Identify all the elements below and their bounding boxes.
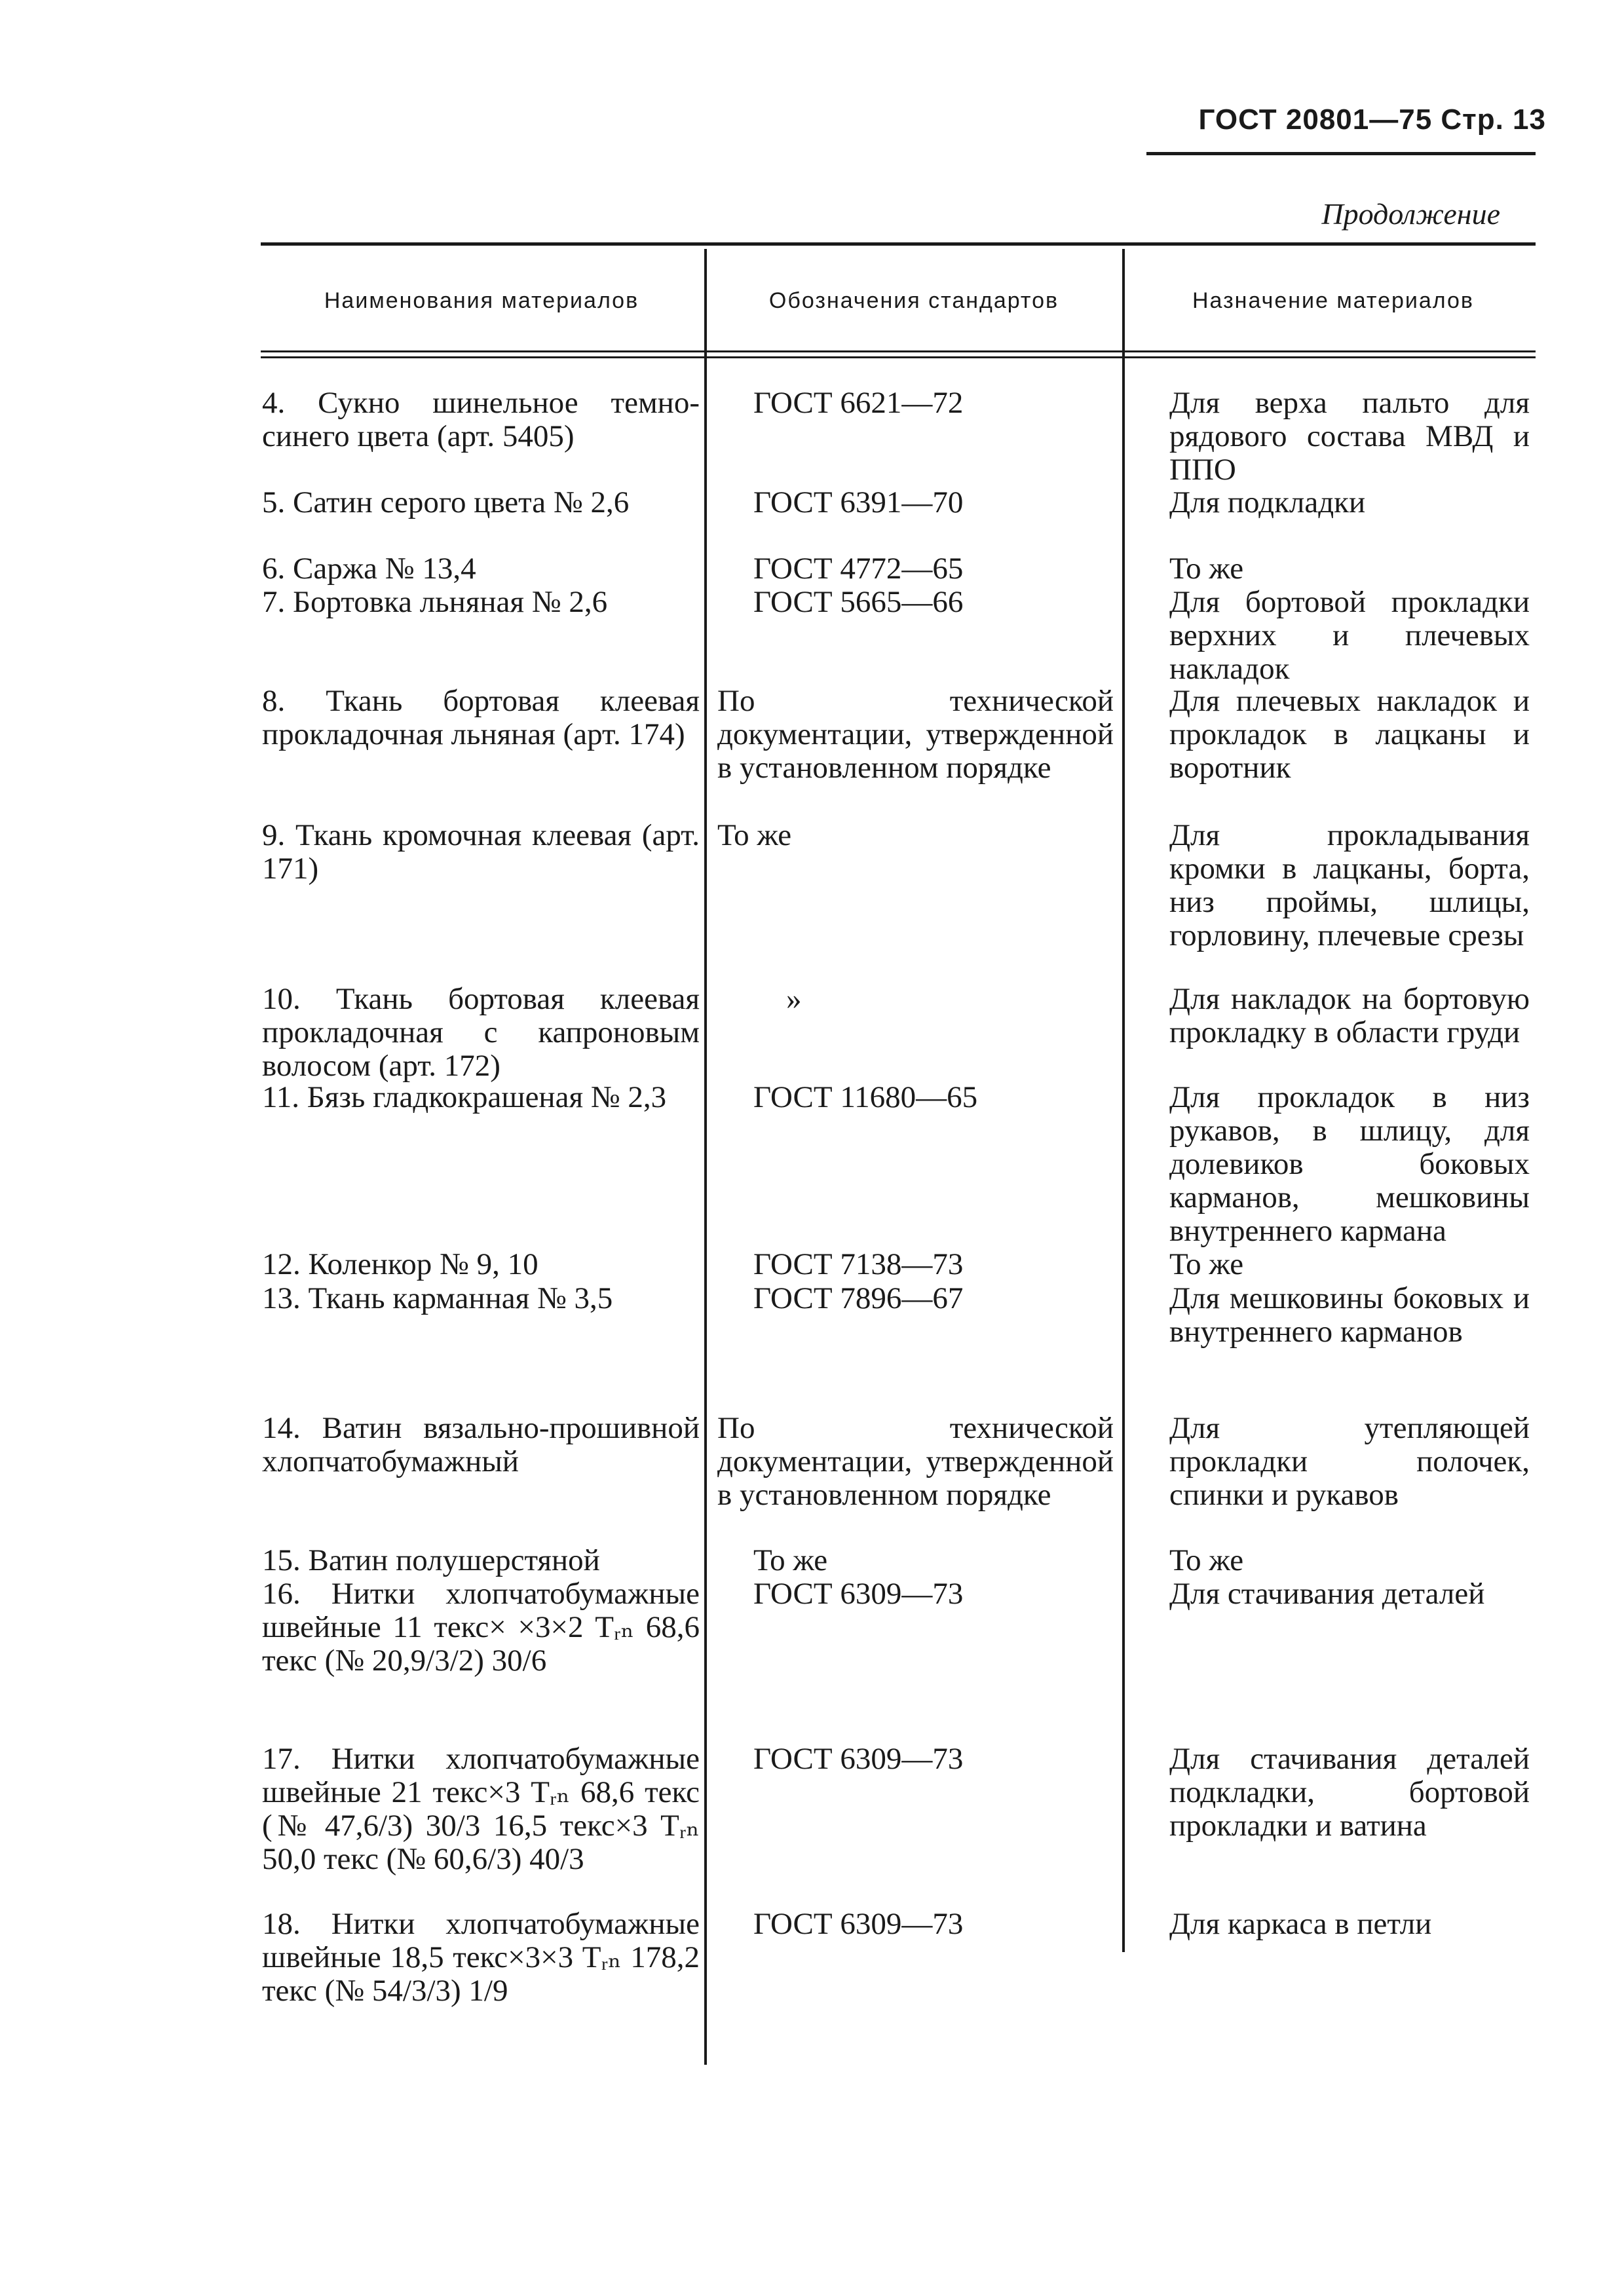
row-16-name: 16. Нитки хлопчатобумажные швейные 11 текс× ×3×2 Tᵣₙ 68,6 текс (№ 20,9/3/2) 30/6: [262, 1577, 700, 1678]
row-17-standard: ГОСТ 6309—73: [753, 1742, 964, 1776]
row-15-name: 15. Ватин полушерстяной: [262, 1543, 600, 1577]
row-4-purpose: Для верха пальто для рядового состава МВД и ППО: [1169, 386, 1530, 487]
row-18-name: 18. Нитки хлопчатобумажные швейные 18,5 текс×3×3 Tᵣₙ 178,2 текс (№ 54/3/3) 1/9: [262, 1907, 700, 2008]
row-4-name: 4. Сукно шинельное темно-синего цвета (арт. 5405): [262, 386, 700, 453]
table-top-rule: [261, 242, 1536, 246]
row-12-standard: ГОСТ 7138—73: [753, 1247, 964, 1281]
row-18-purpose: Для каркаса в петли: [1169, 1907, 1432, 1941]
row-14-purpose: Для утепляющей прокладки полочек, спинки и рукавов: [1169, 1411, 1530, 1512]
row-12-name: 12. Коленкор № 9, 10: [262, 1247, 538, 1281]
row-17-purpose: Для стачивания деталей подкладки, бортовой прокладки и ватина: [1169, 1742, 1530, 1843]
row-12-purpose: То же: [1169, 1247, 1244, 1281]
header-rule-double: [261, 356, 1536, 358]
row-15-standard: То же: [753, 1543, 828, 1577]
row-8-standard: По технической документации, утвержденной в установленном порядке: [717, 684, 1114, 785]
row-11-name: 11. Бязь гладкокрашеная № 2,3: [262, 1080, 667, 1114]
row-5-standard: ГОСТ 6391—70: [753, 485, 964, 519]
row-5-name: 5. Сатин серого цвета № 2,6: [262, 485, 630, 519]
column-header-name: Наименования материалов: [324, 288, 639, 313]
row-11-purpose: Для прокладок в низ рукавов, в шлицу, для долевиков боковых карманов, мешковины внутреннего кармана: [1169, 1080, 1530, 1248]
row-8-purpose: Для плечевых накладок и прокладок в лацканы и воротник: [1169, 684, 1530, 785]
header-underline: [1146, 152, 1536, 155]
continuation-label: Продолжение: [1321, 197, 1500, 231]
row-15-purpose: То же: [1169, 1543, 1244, 1577]
row-9-standard: То же: [717, 818, 792, 852]
page-header: ГОСТ 20801—75 Стр. 13: [1198, 104, 1546, 136]
row-11-standard: ГОСТ 11680—65: [753, 1080, 978, 1114]
row-7-name: 7. Бортовка льняная № 2,6: [262, 585, 608, 619]
row-13-standard: ГОСТ 7896—67: [753, 1281, 964, 1315]
row-13-purpose: Для мешковины боковых и внутреннего карманов: [1169, 1281, 1530, 1349]
row-5-purpose: Для подкладки: [1169, 485, 1366, 519]
column-header-standard: Обозначения стандартов: [768, 288, 1059, 313]
row-10-standard: »: [786, 982, 802, 1016]
row-7-standard: ГОСТ 5665—66: [753, 585, 964, 619]
column-divider-1: [704, 249, 707, 2065]
row-14-name: 14. Ватин вязально-прошивной хлопчатобумажный: [262, 1411, 700, 1478]
row-9-purpose: Для прокладывания кромки в лацканы, борта, низ проймы, шлицы, горловину, плечевые срезы: [1169, 818, 1530, 952]
row-13-name: 13. Ткань карманная № 3,5: [262, 1281, 613, 1315]
column-header-purpose: Назначение материалов: [1192, 288, 1474, 313]
row-16-purpose: Для стачивания деталей: [1169, 1577, 1485, 1611]
row-4-standard: ГОСТ 6621—72: [753, 386, 964, 420]
row-6-standard: ГОСТ 4772—65: [753, 552, 964, 586]
row-8-name: 8. Ткань бортовая клеевая прокладочная льняная (арт. 174): [262, 684, 700, 751]
row-9-name: 9. Ткань кромочная клеевая (арт. 171): [262, 818, 700, 886]
row-6-name: 6. Саржа № 13,4: [262, 552, 476, 586]
row-7-purpose: Для бортовой прокладки верхних и плечевых накладок: [1169, 585, 1530, 686]
row-6-purpose: То же: [1169, 552, 1244, 586]
row-10-name: 10. Ткань бортовая клеевая прокладочная с капроновым волосом (арт. 172): [262, 982, 700, 1083]
row-18-standard: ГОСТ 6309—73: [753, 1907, 964, 1941]
row-16-standard: ГОСТ 6309—73: [753, 1577, 964, 1611]
row-14-standard: По технической документации, утвержденной в установленном порядке: [717, 1411, 1114, 1512]
header-rule: [261, 350, 1536, 352]
row-17-name: 17. Нитки хлопчатобумажные швейные 21 текс×3 Tᵣₙ 68,6 текс (№ 47,6/3) 30/3 16,5 текс×3 Tᵣₙ 50,0 текс (№ 60,6/3) 40/3: [262, 1742, 700, 1876]
row-10-purpose: Для накладок на бортовую прокладку в области груди: [1169, 982, 1530, 1049]
